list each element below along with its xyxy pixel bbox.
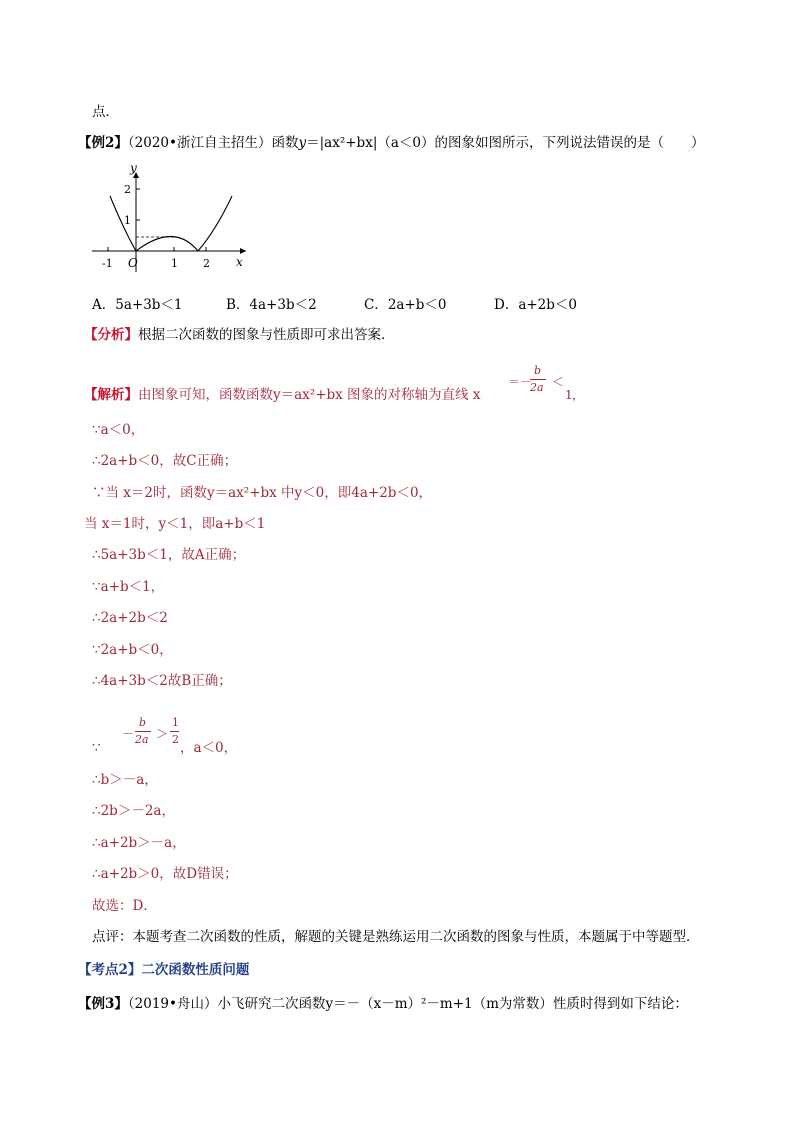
formula2-num: b — [139, 716, 147, 729]
solution-step: ∴2b＞－2a， — [92, 803, 175, 819]
formula1-lt: ＜ — [552, 375, 565, 389]
formula1-comma: ， — [572, 388, 585, 402]
formula1-bar — [530, 379, 546, 380]
formula1-one: 1 — [565, 388, 573, 402]
solution-step: ∵2a+b＜0， — [92, 642, 173, 658]
formula1-den: 2a — [530, 381, 544, 394]
example-tag: 【例2】 — [78, 135, 128, 151]
key-point-heading — [78, 961, 249, 979]
solution-step: ∵a+b＜1， — [92, 579, 165, 595]
formula1-num: b — [534, 364, 542, 377]
comment-line: 点评：本题考查二次函数的性质，解题的关键是熟练运用二次函数的图象与性质，本题属于中等题型． — [92, 929, 700, 945]
formula2-gt: ＞ — [156, 727, 169, 741]
solution-step: ∴2a+b＜0，故C正确； — [92, 453, 238, 469]
solution-step: ∵当 x＝2时，函数y＝ax²+bx 中y＜0，即4a+2b＜0， — [92, 485, 433, 501]
example-question: ＝|ax²+bx|（a＜0）的图象如图所示，下列说法错误的是（ ） — [306, 135, 705, 151]
origin-label: O — [128, 256, 138, 270]
solution-step: ∴b＞－a， — [92, 772, 158, 788]
example-tag: 【例3】 — [78, 996, 128, 1012]
solution-line — [84, 386, 480, 404]
tick-label-y2: 2 — [124, 183, 131, 196]
solution-step-because: ∵ — [92, 740, 101, 756]
y-axis-label: y — [130, 161, 137, 175]
example-2-question — [78, 134, 705, 152]
formula2-bar — [135, 731, 151, 732]
option-d: D．a+2b＜0 — [494, 297, 578, 313]
formula2-n1: 1 — [172, 716, 179, 729]
solution-step: ∴a+2b＞－a， — [92, 835, 186, 851]
formula2-neg: － — [122, 727, 135, 741]
example-3-question — [78, 995, 688, 1013]
text-line: 点． — [92, 104, 119, 120]
tick-label-neg1: -1 — [102, 257, 113, 270]
solution-step: ，a＜0， — [180, 740, 238, 756]
formula2-bar2 — [170, 731, 179, 732]
option-a: A．5a+3b＜1 — [92, 297, 183, 313]
solution-step: ∵a＜0， — [92, 422, 145, 438]
solution-text: 由图象可知，函数函数y＝ax²+bx 图象的对称轴为直线 x — [138, 387, 481, 403]
analysis-tag: 【分析】 — [84, 327, 138, 343]
solution-step: ∴5a+3b＜1，故A正确； — [92, 547, 246, 563]
tick-label-x1: 1 — [171, 257, 178, 270]
func-var: y — [298, 135, 307, 151]
function-graph — [88, 160, 258, 275]
formula2-n2: 2 — [172, 733, 179, 746]
analysis-line — [84, 326, 395, 344]
option-c: C．2a+b＜0 — [364, 297, 447, 313]
formula2-den: 2a — [135, 733, 149, 746]
x-axis-label: x — [236, 255, 243, 269]
tick-label-x2: 2 — [203, 257, 210, 270]
solution-step: 故选：D． — [92, 898, 157, 914]
example-text: （2019•舟山）小飞研究二次函数y＝－（x－m）²－m+1（m为常数）性质时得到如下结论： — [127, 996, 688, 1012]
tick-label-y1: 1 — [124, 214, 131, 227]
analysis-text: 根据二次函数的图象与性质即可求出答案． — [138, 327, 395, 343]
key-point-tag: 【考点2】 — [78, 962, 142, 978]
solution-tag: 【解析】 — [84, 387, 138, 403]
x-axis-arrow — [240, 248, 246, 254]
solution-step: ∴2a+2b＜2 — [92, 610, 168, 626]
solution-step: ∴4a+3b＜2故B正确； — [92, 673, 232, 689]
option-b: B．4a+3b＜2 — [226, 297, 317, 313]
solution-step: 当 x＝1时，y＜1，即a+b＜1 — [84, 516, 266, 532]
solution-step: ∴a+2b＞0，故D错误； — [92, 866, 238, 882]
key-point-text: 二次函数性质问题 — [141, 962, 250, 978]
formula1-eq: ＝－ — [508, 375, 533, 389]
example-source: （2020•浙江自主招生）函数 — [127, 135, 299, 151]
